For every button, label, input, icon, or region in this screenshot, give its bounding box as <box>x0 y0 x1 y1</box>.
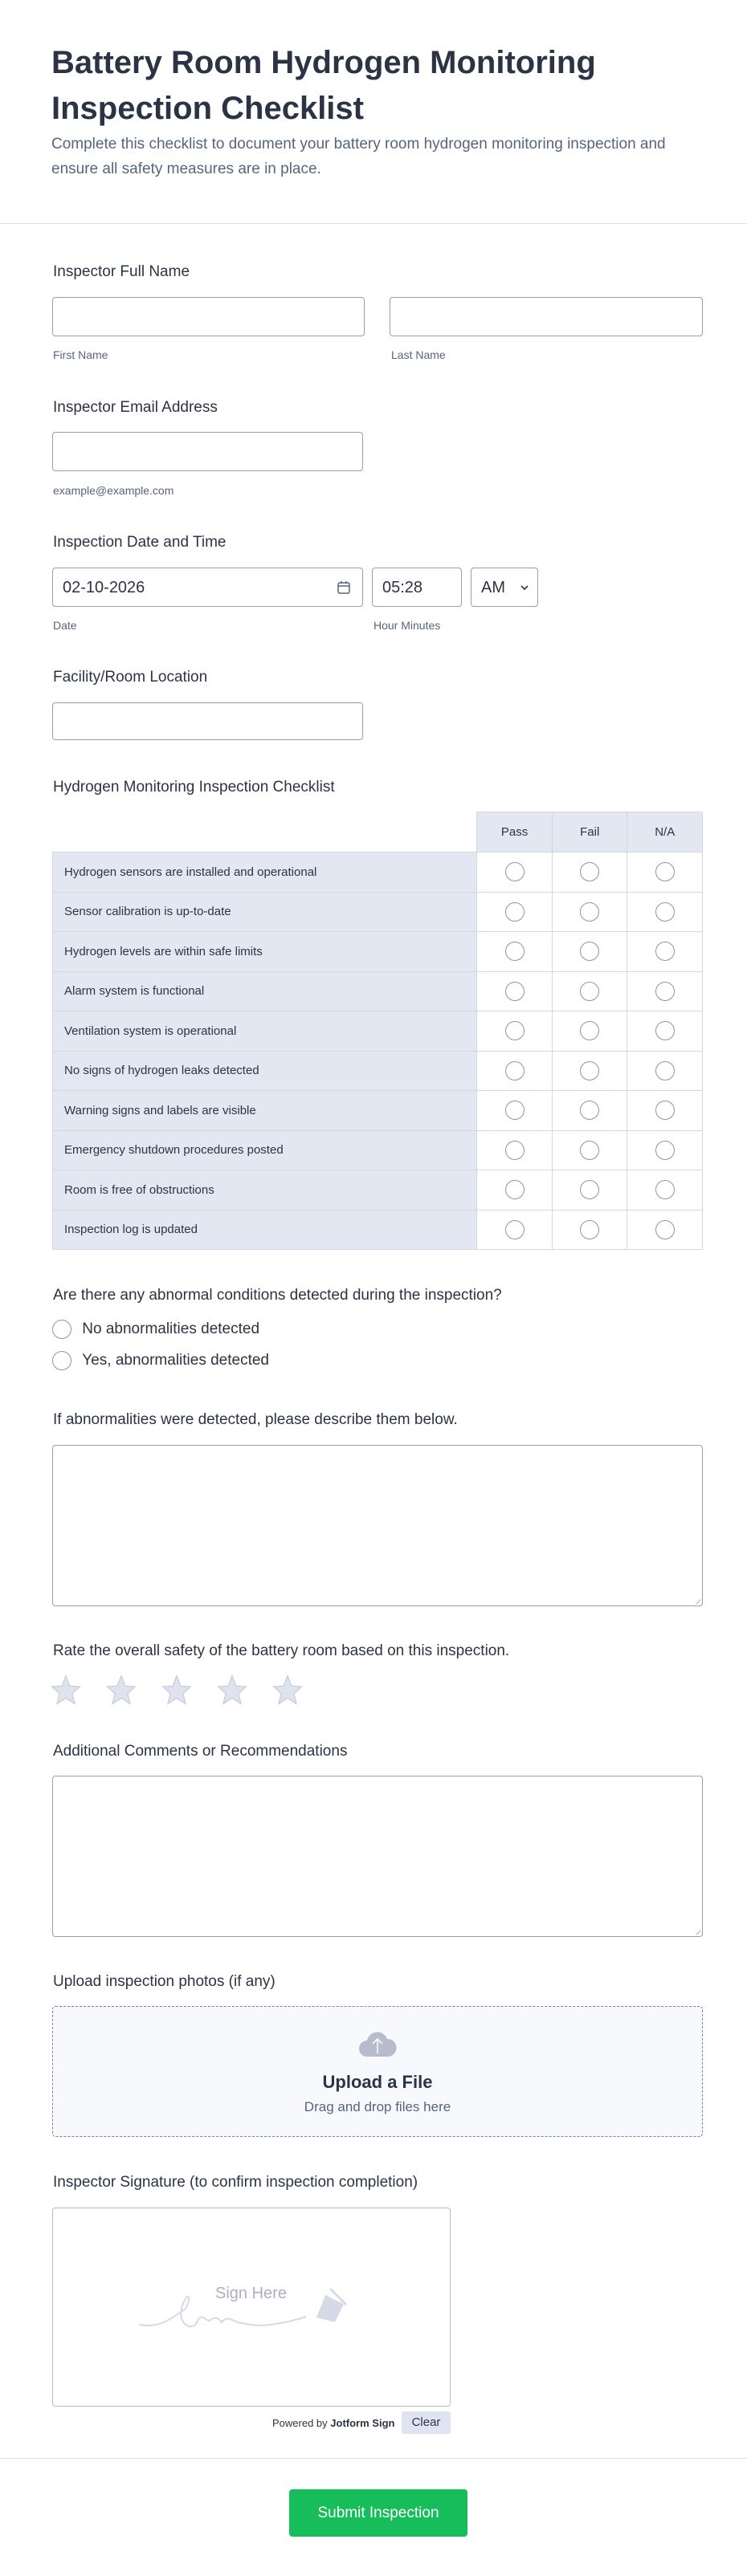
radio-fail[interactable] <box>580 1220 599 1239</box>
radio-na[interactable] <box>655 1061 675 1080</box>
resize-handle[interactable] <box>692 1926 700 1935</box>
checklist-cell[interactable] <box>627 892 703 932</box>
checklist-cell[interactable] <box>627 1210 703 1250</box>
radio-fail[interactable] <box>580 1141 599 1160</box>
checklist-cell[interactable] <box>552 1210 627 1250</box>
radio-button[interactable] <box>52 1320 71 1339</box>
radio-na[interactable] <box>655 1220 675 1239</box>
checklist-row <box>53 1011 703 1052</box>
cloud-upload-icon <box>357 2028 398 2060</box>
comments-label: Additional Comments or Recommendations <box>53 1743 348 1760</box>
facility-input[interactable] <box>52 702 363 740</box>
comments-textarea[interactable] <box>52 1776 703 1937</box>
upload-hint: Drag and drop files here <box>304 2099 451 2114</box>
checklist-item-label: Warning signs and labels are visible <box>53 1091 477 1131</box>
checklist-cell[interactable] <box>477 853 553 893</box>
checklist-item-label: Hydrogen sensors are installed and operational <box>53 853 477 893</box>
radio-na[interactable] <box>655 1141 675 1160</box>
divider <box>0 2458 747 2459</box>
checklist-row <box>53 1051 703 1091</box>
radio-na[interactable] <box>655 942 675 961</box>
facility-label: Facility/Room Location <box>53 669 208 686</box>
radio-pass[interactable] <box>505 1220 525 1239</box>
checklist-row <box>53 1091 703 1131</box>
radio-pass[interactable] <box>505 1141 525 1160</box>
radio-pass[interactable] <box>505 1061 525 1080</box>
radio-pass[interactable] <box>505 1101 525 1120</box>
checklist-item-label: Alarm system is functional <box>53 971 477 1011</box>
radio-fail[interactable] <box>580 862 599 881</box>
matrix-corner <box>53 812 477 853</box>
ampm-value: AM <box>481 579 505 596</box>
checklist-row <box>53 932 703 972</box>
col-fail: Fail <box>552 812 627 853</box>
jotform-sign-brand: Jotform Sign <box>330 2417 395 2429</box>
radio-na[interactable] <box>655 1021 675 1040</box>
radio-pass[interactable] <box>505 862 525 881</box>
datetime-label: Inspection Date and Time <box>53 534 227 551</box>
last-name-sublabel: Last Name <box>391 348 446 361</box>
first-name-sublabel: First Name <box>53 348 108 361</box>
checklist-cell[interactable] <box>627 1130 703 1170</box>
checklist-cell[interactable] <box>477 1051 553 1091</box>
checklist-row <box>53 892 703 932</box>
powered-text: Powered by <box>272 2417 328 2429</box>
full-name-label: Inspector Full Name <box>53 263 190 280</box>
radio-na[interactable] <box>655 862 675 881</box>
radio-fail[interactable] <box>580 1101 599 1120</box>
rating-label: Rate the overall safety of the battery room based on this inspection. <box>53 1642 510 1659</box>
checklist-cell[interactable] <box>627 1091 703 1131</box>
radio-button[interactable] <box>52 1351 71 1370</box>
first-name-input[interactable] <box>52 297 365 336</box>
checklist-row <box>53 853 703 893</box>
checklist-cell[interactable] <box>552 1130 627 1170</box>
upload-label: Upload inspection photos (if any) <box>53 1973 276 1990</box>
radio-pass[interactable] <box>505 1021 525 1040</box>
radio-fail[interactable] <box>580 982 599 1001</box>
checklist-cell[interactable] <box>552 1011 627 1052</box>
email-label: Inspector Email Address <box>53 399 218 416</box>
time-input[interactable] <box>372 568 462 607</box>
checklist-item-label: Emergency shutdown procedures posted <box>53 1130 477 1170</box>
checklist-cell[interactable] <box>477 1011 553 1052</box>
checklist-item-label: Ventilation system is operational <box>53 1011 477 1052</box>
checklist-cell[interactable] <box>477 1210 553 1250</box>
radio-fail[interactable] <box>580 1180 599 1199</box>
star-icon[interactable] <box>51 1675 81 1705</box>
radio-na[interactable] <box>655 982 675 1001</box>
star-icon[interactable] <box>272 1675 303 1705</box>
checklist-cell[interactable] <box>627 1011 703 1052</box>
checklist-cell[interactable] <box>552 932 627 972</box>
radio-na[interactable] <box>655 902 675 922</box>
checklist-cell[interactable] <box>477 1091 553 1131</box>
radio-na[interactable] <box>655 1101 675 1120</box>
option-no-abnormal[interactable] <box>52 1320 259 1339</box>
star-rating[interactable] <box>51 1675 303 1705</box>
signature-pad[interactable] <box>52 2208 451 2407</box>
powered-by <box>272 2417 394 2429</box>
star-icon[interactable] <box>106 1675 137 1705</box>
col-na: N/A <box>627 812 703 853</box>
checklist-cell[interactable] <box>627 1170 703 1211</box>
calendar-icon[interactable] <box>337 580 351 595</box>
radio-fail[interactable] <box>580 902 599 922</box>
checklist-item-label: Sensor calibration is up-to-date <box>53 892 477 932</box>
checklist-cell[interactable] <box>552 1091 627 1131</box>
checklist-cell[interactable] <box>552 971 627 1011</box>
signature-scribble-icon <box>137 2285 378 2333</box>
radio-pass[interactable] <box>505 982 525 1001</box>
checklist-cell[interactable] <box>477 932 553 972</box>
date-sublabel: Date <box>53 619 77 632</box>
checklist-cell[interactable] <box>627 932 703 972</box>
time-sublabel: Hour Minutes <box>374 619 441 632</box>
radio-pass[interactable] <box>505 902 525 922</box>
radio-na[interactable] <box>655 1180 675 1199</box>
checklist-cell[interactable] <box>477 1130 553 1170</box>
checklist-matrix <box>52 812 703 1250</box>
describe-label: If abnormalities were detected, please describe them below. <box>53 1411 458 1428</box>
page-subtitle: Complete this checklist to document your battery room hydrogen monitoring inspection and ensure all safety measures are in place. <box>51 136 666 177</box>
radio-fail[interactable] <box>580 1021 599 1040</box>
checklist-cell[interactable] <box>477 892 553 932</box>
time-value: 05:28 <box>382 579 423 596</box>
page-title: Battery Room Hydrogen Monitoring Inspection Checklist <box>51 45 596 126</box>
checklist-item-label: Room is free of obstructions <box>53 1170 477 1211</box>
checklist-cell[interactable] <box>552 1051 627 1091</box>
checklist-cell[interactable] <box>552 853 627 893</box>
star-icon[interactable] <box>217 1675 247 1705</box>
option-label: No abnormalities detected <box>82 1321 260 1337</box>
checklist-item-label: No signs of hydrogen leaks detected <box>53 1051 477 1091</box>
upload-dropzone[interactable] <box>52 2006 703 2137</box>
checklist-row <box>53 971 703 1011</box>
star-icon[interactable] <box>161 1675 192 1705</box>
radio-fail[interactable] <box>580 1061 599 1080</box>
option-label: Yes, abnormalities detected <box>82 1352 270 1369</box>
date-input[interactable] <box>52 568 363 607</box>
upload-title: Upload a File <box>322 2072 433 2092</box>
checklist-label: Hydrogen Monitoring Inspection Checklist <box>53 779 335 796</box>
checklist-cell[interactable] <box>627 971 703 1011</box>
checklist-cell[interactable] <box>477 971 553 1011</box>
radio-pass[interactable] <box>505 942 525 961</box>
checklist-item-label: Inspection log is updated <box>53 1210 477 1250</box>
email-hint: example@example.com <box>53 484 174 497</box>
radio-pass[interactable] <box>505 1180 525 1199</box>
checklist-row <box>53 1130 703 1170</box>
checklist-row <box>53 1170 703 1211</box>
abnormal-label: Are there any abnormal conditions detected during the inspection? <box>53 1287 502 1304</box>
col-pass: Pass <box>477 812 553 853</box>
checklist-item-label: Hydrogen levels are within safe limits <box>53 932 477 972</box>
checklist-row <box>53 1210 703 1250</box>
resize-handle[interactable] <box>692 1595 700 1604</box>
checklist-cell[interactable] <box>627 853 703 893</box>
checklist-cell[interactable] <box>552 892 627 932</box>
submit-button[interactable]: Submit Inspection <box>289 2489 467 2537</box>
radio-fail[interactable] <box>580 942 599 961</box>
date-value: 02-10-2026 <box>63 579 145 596</box>
signature-label: Inspector Signature (to confirm inspection completion) <box>53 2174 418 2191</box>
describe-textarea[interactable] <box>52 1445 703 1606</box>
sign-here-placeholder: Sign Here <box>215 2285 287 2302</box>
checklist-cell[interactable] <box>552 1170 627 1211</box>
clear-signature-button[interactable]: Clear <box>402 2411 451 2434</box>
chevron-down-icon <box>520 584 529 592</box>
option-yes-abnormal[interactable] <box>52 1351 269 1370</box>
divider <box>0 223 747 224</box>
email-input[interactable] <box>52 432 363 471</box>
ampm-select[interactable] <box>471 568 538 607</box>
checklist-cell[interactable] <box>477 1170 553 1211</box>
checklist-cell[interactable] <box>627 1051 703 1091</box>
last-name-input[interactable] <box>390 297 703 336</box>
